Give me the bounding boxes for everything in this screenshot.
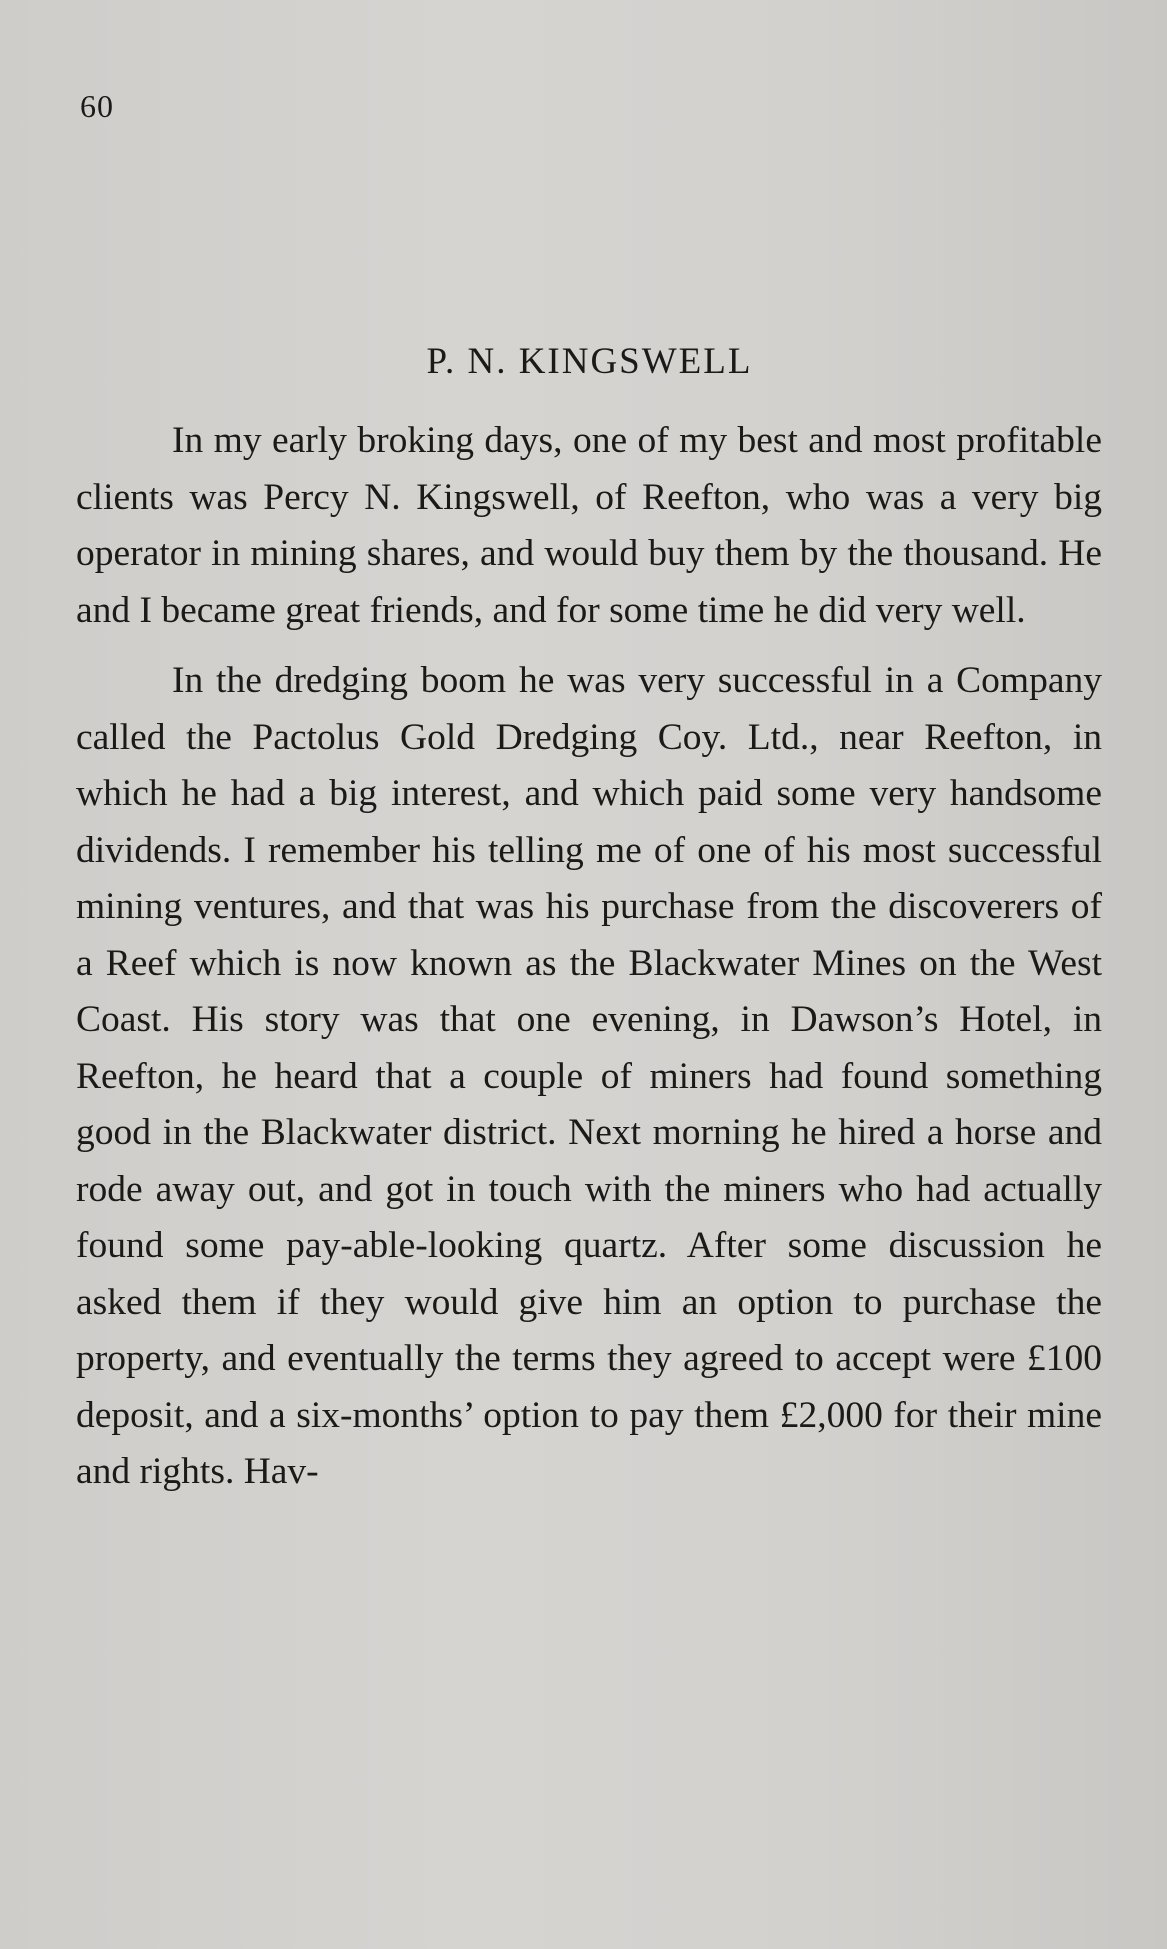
paragraph-1: In my early broking days, one of my best and most profitable clients was Percy N. Kingswell, of Reefton, who was a very big operator in mining shares, and would buy them by the thousand. He and I became great friends, and for some time he did very well.: [76, 420, 1102, 631]
chapter-title: P. N. KINGSWELL: [426, 341, 753, 382]
page-number: 60: [80, 88, 114, 124]
body-text: [76, 413, 1102, 1501]
paragraph-2: In the dredging boom he was very successful in a Company called the Pactolus Gold Dredging Coy. Ltd., near Reefton, in which he had a big interest, and which paid some very handsome dividends. I remember his telling me of one of his most successful mining ventures, and that was his purchase from the discoverers of a Reef which is now known as the Blackwater Mines on the West Coast. His story was that one evening, in Dawson’s Hotel, in Reefton, he heard that a couple of miners had found something good in the Blackwater district. Next morning he hired a horse and rode away out, and got in touch with the miners who had actually found some pay-able-looking quartz. After some discussion he asked them if they would give him an option to purchase the property, and eventually the terms they agreed to accept were £100 deposit, and a six-months’ option to pay them £2,000 for their mine and rights. Hav-: [76, 660, 1102, 1492]
